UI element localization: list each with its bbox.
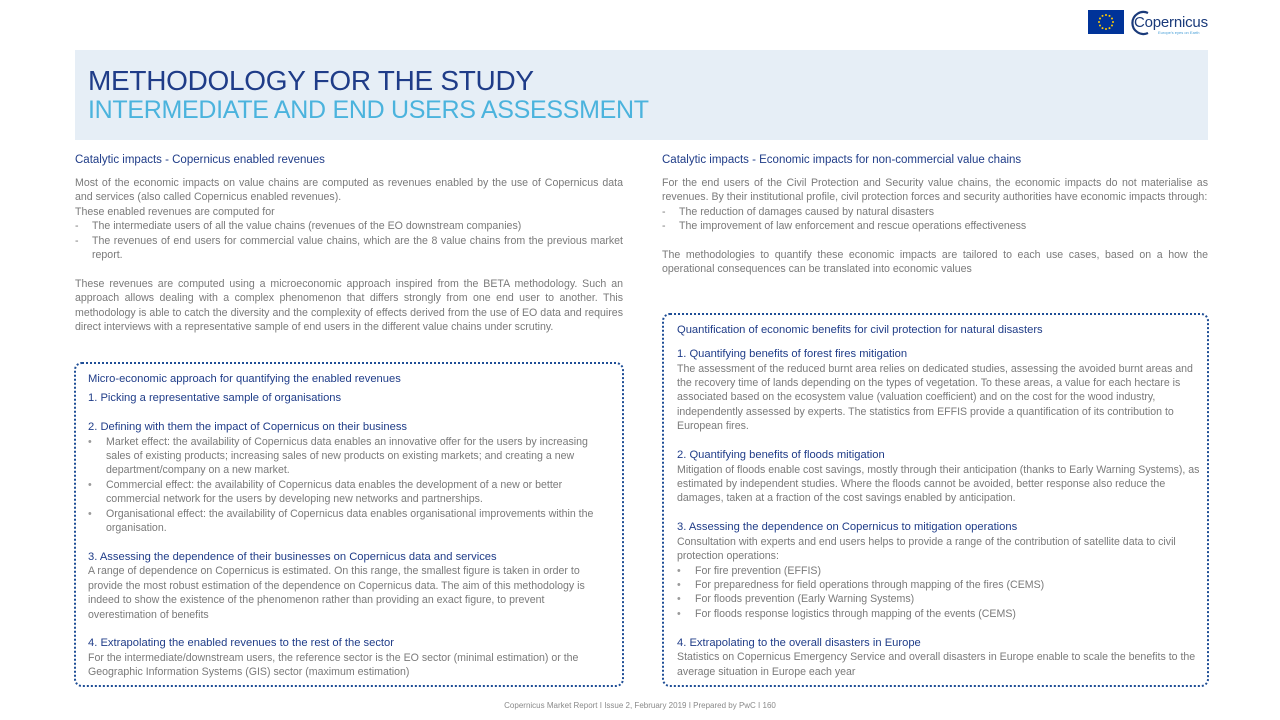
right-section-body	[662, 176, 1208, 277]
list-item: - The revenues of end users for commercial value chains, which are the 8 value chains from the previous market report.	[75, 234, 623, 263]
page-footer: Copernicus Market Report I Issue 2, February 2019 I Prepared by PwC I 160	[504, 701, 776, 710]
operations-list	[677, 564, 1203, 622]
step-heading: 2. Defining with them the impact of Copernicus on their business	[88, 420, 408, 433]
step-text: Statistics on Copernicus Emergency Service and overall disasters in Europe enable to scale the benefits to the average situation in Europe each year	[677, 651, 1196, 678]
step-text: Consultation with experts and end users helps to provide a range of the contribution of satellite data to civil protection operations:	[677, 535, 1176, 563]
civil-protection-box	[662, 313, 1209, 687]
copernicus-logo	[1130, 8, 1206, 38]
step-heading: 3. Assessing the dependence of their businesses on Copernicus data and services	[88, 550, 497, 563]
page-title: METHODOLOGY FOR THE STUDY	[88, 65, 534, 96]
box-title: Micro-economic approach for quantifying the enabled revenues	[88, 373, 401, 385]
step-text: Mitigation of floods enable cost savings, mostly through their anticipation (thanks to Early Warning Systems), as estimated by independent studies. Where the floods cannot be avoided, better response also reduce the damages, taken at a fraction of the cost savings enabled by anticipation.	[677, 463, 1200, 505]
list-item: • Market effect: the availability of Copernicus data enables an innovative offer for the users by increasing sales of existing products; increasing sales of new products on existing markets; and creating a new department/company on a new market.	[88, 435, 612, 478]
box-title: Quantification of economic benefits for civil protection for natural disasters	[677, 324, 1043, 336]
step-text: For the intermediate/downstream users, the reference sector is the EO sector (minimal estimation) or the Geographic Information Systems (GIS) sector (maximum estimation)	[88, 652, 579, 679]
right-para-1: For the end users of the Civil Protection and Security value chains, the economic impacts do not materialise as revenues. By their institutional profile, civil protection forces and security authorities have economic impacts through:	[662, 177, 1208, 204]
left-dash-list	[75, 219, 623, 262]
list-item: - The improvement of law enforcement and rescue operations effectiveness	[662, 219, 1208, 233]
logo-area	[1088, 8, 1206, 38]
step-heading: 2. Quantifying benefits of floods mitigation	[677, 449, 885, 462]
step-text: The assessment of the reduced burnt area relies on dedicated studies, assessing the avoided burnt areas and the recovery time of lands depending on the types of vegetation. To these areas, a value for each hectare is associated based on the ecosystem value (valuation coefficient) and on the cost for the wood industry, independently assessed by experts. The statistics from EFFIS provide a quantification of its contribution to European fires.	[677, 362, 1193, 433]
micro-economic-box	[74, 362, 624, 687]
list-item: • Organisational effect: the availability of Copernicus data enables organisational improvements within the organisation.	[88, 507, 612, 536]
left-para-3: These revenues are computed using a microeconomic approach inspired from the BETA methodology. Such an approach allows dealing with a complex phenomenon that differs strongly from one end user to another. This methodology is able to catch the diversity and the complexity of effects derived from the use of EO data and requires direct interviews with a representative sample of end users in the different value chains under scrutiny.	[75, 277, 623, 334]
step-text: A range of dependence on Copernicus is estimated. On this range, the smallest figure is taken in order to provide the most robust estimation of the dependence on Copernicus data. The aim of this methodology is indeed to show the existence of the phenomenon rather than providing an exact figure, to prevent overestimation of benefits	[88, 565, 585, 621]
copernicus-wordmark: Copernicus	[1134, 14, 1208, 31]
list-item: • For floods response logistics through mapping of the events (CEMS)	[677, 607, 1203, 621]
right-section-heading: Catalytic impacts - Economic impacts for non-commercial value chains	[662, 154, 1022, 166]
list-item: - The intermediate users of all the value chains (revenues of the EO downstream companies)	[75, 219, 623, 233]
page-subtitle: INTERMEDIATE AND END USERS ASSESSMENT	[88, 96, 649, 124]
left-para-1: Most of the economic impacts on value chains are computed as revenues enabled by the use of Copernicus data and services (also called Copernicus enabled revenues).	[75, 177, 623, 204]
box-body	[88, 391, 612, 680]
step-heading: 4. Extrapolating the enabled revenues to the rest of the sector	[88, 637, 394, 650]
step-heading: 4. Extrapolating to the overall disasters in Europe	[677, 636, 921, 649]
list-item: • For preparedness for field operations through mapping of the fires (CEMS)	[677, 578, 1203, 592]
right-para-2: The methodologies to quantify these economic impacts are tailored to each use cases, based on a how the operational consequences can be translated into economic values	[662, 249, 1208, 276]
list-item: • Commercial effect: the availability of Copernicus data enables the development of a new or better commercial network for the users by developing new networks and partnerships.	[88, 478, 612, 507]
step-heading: 1. Picking a representative sample of organisations	[88, 392, 342, 404]
step-heading: 1. Quantifying benefits of forest fires mitigation	[677, 348, 908, 360]
list-item: - The reduction of damages caused by natural disasters	[662, 205, 1208, 219]
list-item: • For floods prevention (Early Warning Systems)	[677, 592, 1203, 606]
copernicus-tagline: Europe's eyes on Earth	[1158, 30, 1200, 35]
step-heading: 3. Assessing the dependence on Copernicus to mitigation operations	[677, 521, 1018, 534]
box-body	[677, 347, 1203, 679]
left-section-body	[75, 176, 623, 334]
left-section-heading: Catalytic impacts - Copernicus enabled revenues	[75, 154, 325, 166]
title-band	[75, 50, 1208, 140]
list-item: • For fire prevention (EFFIS)	[677, 564, 1203, 578]
left-para-2: These enabled revenues are computed for	[75, 205, 275, 218]
right-dash-list	[662, 205, 1208, 234]
eu-flag-icon	[1088, 10, 1124, 34]
effects-list	[88, 435, 612, 536]
